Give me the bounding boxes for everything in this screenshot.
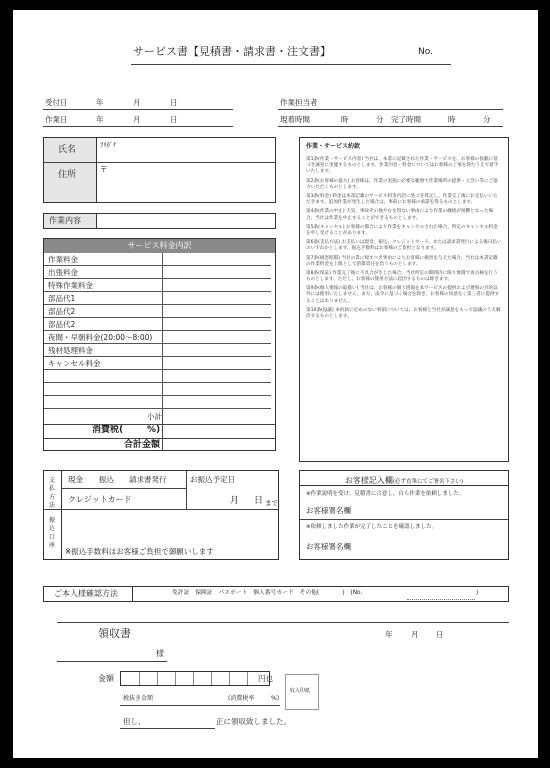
receipt-tax-percent: %) (271, 695, 280, 702)
fee-rows (44, 253, 275, 433)
payment-cash[interactable]: 現金 (68, 475, 83, 484)
postal-mark: 〒 (100, 165, 108, 174)
completion-hour: 時 (448, 115, 456, 124)
receipt-separator (57, 622, 509, 623)
completion-time-label: 完了時間 (391, 115, 421, 124)
transfer-account-label: 振込口座 (49, 517, 56, 550)
summary-divider (162, 409, 163, 450)
fee-item-blank (44, 396, 162, 409)
receipt-amount-label: 金額 (98, 674, 114, 683)
receipt-tax-line (120, 705, 280, 706)
fee-breakdown-table (43, 238, 276, 451)
fee-item-label: 作業料金 (44, 253, 162, 266)
arrival-hour: 時 (341, 115, 349, 124)
identity-number-line (407, 599, 475, 600)
fee-breakdown-header: サービス料金内訳 (44, 239, 275, 253)
fee-item-label: 部品代2 (44, 318, 162, 331)
receipt-name-line (57, 661, 167, 662)
supervisor-label: 作業担当者 (280, 98, 318, 107)
payment-schedule-divider (186, 471, 187, 509)
fee-item-value (162, 357, 271, 370)
time-line (278, 126, 503, 127)
signature-name-label: お客様署名欄 (306, 506, 351, 515)
identity-label: ご本人様確認方法 (54, 589, 118, 598)
subtotal-label: 小計 (147, 412, 162, 421)
fee-item-value (162, 318, 271, 331)
signature-header-note: (必ず直筆にてご署名下さい) (392, 479, 464, 485)
receipt-sama: 様 (156, 649, 164, 658)
signature-note-completion: ※依頼しました作業が完了したことを確認しました。 (306, 524, 438, 530)
identity-verification-box (43, 586, 509, 602)
title-underline (131, 64, 451, 65)
received-day: 日 (170, 98, 178, 107)
work-day: 日 (170, 115, 178, 124)
form-title: サービス書【見積書・請求書・注文書】 (133, 45, 331, 58)
work-month: 月 (133, 115, 141, 124)
receipt-confirm: 正に領収致しました。 (216, 717, 291, 726)
terms-paragraph: 第8条(保証) 作業完了後に不具合が生じた場合、当社所定の期間内に限り無償で再点検を行うものとします。ただし、お客様の使用方法に起因するものは除きます。 (306, 270, 498, 283)
receipt-year: 年 (385, 630, 393, 639)
received-month: 月 (133, 98, 141, 107)
terms-paragraph: 第10条(協議) 本約款に定めのない事項については、お客様と当社が誠意をもって協議のうえ解決するものとします。 (306, 307, 501, 320)
terms-paragraph: 第1条(作業・サービス内容) 当社は、本書に記載された作業・サービスを、お客様の依頼に基づき誠実に実施するものとします。作業内容・料金についてはお客様の了承を得たうえで着手いたします。 (306, 157, 499, 175)
fee-item-value (162, 344, 271, 357)
received-year: 年 (96, 98, 104, 107)
payment-method-label: 支払方法 (49, 477, 56, 510)
receipt-month: 月 (411, 630, 419, 639)
fee-item-label: 部品代2 (44, 305, 162, 318)
customer-divider (44, 162, 275, 163)
terms-box (299, 137, 509, 462)
work-date-line (43, 126, 233, 127)
tax-label: 消費税( (92, 425, 124, 435)
arrival-minute: 分 (376, 115, 384, 124)
payment-credit-card[interactable]: クレジットカード (68, 495, 132, 504)
payment-box (43, 470, 279, 560)
transfer-schedule-label: お振込予定日 (190, 475, 235, 484)
receipt-amount-field (120, 671, 270, 686)
terms-paragraph: 第7条(損害賠償) 当社の責に帰すべき事由によりお客様に損害を与えた場合、当社は本書記載の作業料金を上限として賠償責任を負うものとします。 (306, 255, 498, 267)
fee-item-label: 夜間・早朝料金(20:00～8:00) (44, 331, 162, 344)
fee-item-value (162, 292, 271, 305)
received-date-line (43, 109, 233, 110)
work-date-label: 作業日 (45, 115, 68, 124)
payment-transfer[interactable]: 振込 (99, 475, 114, 484)
form-number-label: No. (418, 47, 433, 57)
receipt-taxex-label: 税抜き金額 (123, 695, 154, 702)
payment-invoice[interactable]: 請求書発行 (129, 475, 167, 484)
name-label: 氏名 (58, 145, 77, 155)
receipt-title: 領収書 (98, 627, 131, 640)
terms-paragraph: 第6条(支払方法) お支払いは現金、振込、クレジットカード、または請求書発行による後日払いのいずれかとします。振込手数料はお客様のご負担となります。 (306, 240, 502, 252)
terms-title: 作業・サービス約款 (306, 143, 361, 150)
fee-item-value (162, 370, 271, 383)
terms-paragraph: 第2条(お客様の協力) お客様は、作業の実施に必要な範囲で作業場所の提供・立会い等にご協力いただくものとします。 (306, 178, 498, 190)
fee-item-value (162, 279, 271, 292)
fee-item-value (162, 396, 271, 409)
work-content-box (43, 213, 276, 229)
subtotal-line (44, 424, 275, 425)
schedule-by: まで (265, 499, 278, 507)
arrival-time-label: 現着時間 (280, 115, 310, 124)
completion-minute: 分 (483, 115, 491, 124)
fee-item-label: 特殊作業料金 (44, 279, 162, 292)
payment-mid-divider (61, 509, 278, 510)
signature-header-title: お客様記入欄 (344, 476, 393, 485)
customer-box (43, 137, 276, 203)
signature-name-label: お客様署名欄 (306, 542, 351, 551)
fee-item-blank (44, 370, 162, 383)
fee-item-label: 残材処理料金 (44, 344, 162, 357)
received-date-label: 受付日 (45, 98, 68, 107)
fee-item-blank (44, 383, 162, 396)
fee-item-value (162, 383, 271, 396)
schedule-day: 日 (254, 496, 264, 506)
terms-paragraph: 第9条(個人情報の取扱い) 当社は、お客様の個人情報を本サービスの提供および連絡の目的以外には使用いたしません。また、法令に基づく場合を除き、お客様の同意なく第三者に提供することはありません。 (306, 286, 500, 304)
address-label: 住所 (58, 170, 77, 180)
fee-item-value (162, 266, 271, 279)
work-year: 年 (96, 115, 104, 124)
tax-line (44, 438, 275, 439)
terms-paragraph: 第5条(キャンセル) お客様の都合により作業をキャンセルされた場合、所定のキャンセル料金を申し受けることがあります。 (306, 224, 498, 236)
work-content-label: 作業内容 (49, 216, 81, 225)
fee-item-label: 出張料金 (44, 266, 162, 279)
transfer-fee-note: ※振込手数料はお客様ご負担で御願いします (65, 547, 214, 556)
fee-item-value (162, 253, 271, 266)
schedule-month: 月 (230, 496, 240, 506)
receipt-tax-label: (消費税率 (228, 695, 255, 702)
revenue-stamp-label: 収入印紙 (290, 688, 311, 694)
supervisor-line (278, 109, 503, 110)
receipt-tadashi: 但し、 (123, 717, 146, 726)
terms-paragraph: 第3条(料金) 料金は本書記載のサービス料金内訳に基づき算定し、作業完了後にお支払いいただきます。追加作業が発生した場合は、事前にお客様の承諾を得るものとします。 (306, 194, 498, 206)
fee-item-label: 部品代1 (44, 292, 162, 305)
fee-item-value (162, 331, 271, 344)
identity-close: ) (476, 590, 479, 596)
signature-note-request: ※作業説明を受け、見積書に合意し、自ら作業を依頼しました。 (306, 491, 465, 497)
signature-divider (300, 519, 508, 520)
terms-paragraph: 第4条(作業の中止) 天災、事故その他やむを得ない事由により作業の継続が困難となった場合、当社は作業を中止することができるものとします。 (306, 209, 494, 221)
fee-item-label: キャンセル料金 (44, 357, 162, 370)
receipt-yen: 円也 (258, 674, 273, 683)
total-label: 合計金額 (124, 440, 161, 450)
furigana-label: ﾌﾘｶﾞﾅ (100, 141, 117, 149)
receipt-day: 日 (436, 630, 444, 639)
tax-percent: %) (147, 425, 161, 435)
payment-row-divider (61, 488, 186, 489)
revenue-stamp-box (285, 674, 319, 710)
service-form-page (13, 10, 538, 758)
customer-signature-box (299, 470, 509, 560)
fee-item-value (162, 305, 271, 318)
signature-header (300, 471, 508, 486)
receipt-purpose-line (120, 728, 215, 729)
identity-options: 免許証 保険証 パスポート 個人番号カード その他( ) (No. (172, 590, 363, 596)
